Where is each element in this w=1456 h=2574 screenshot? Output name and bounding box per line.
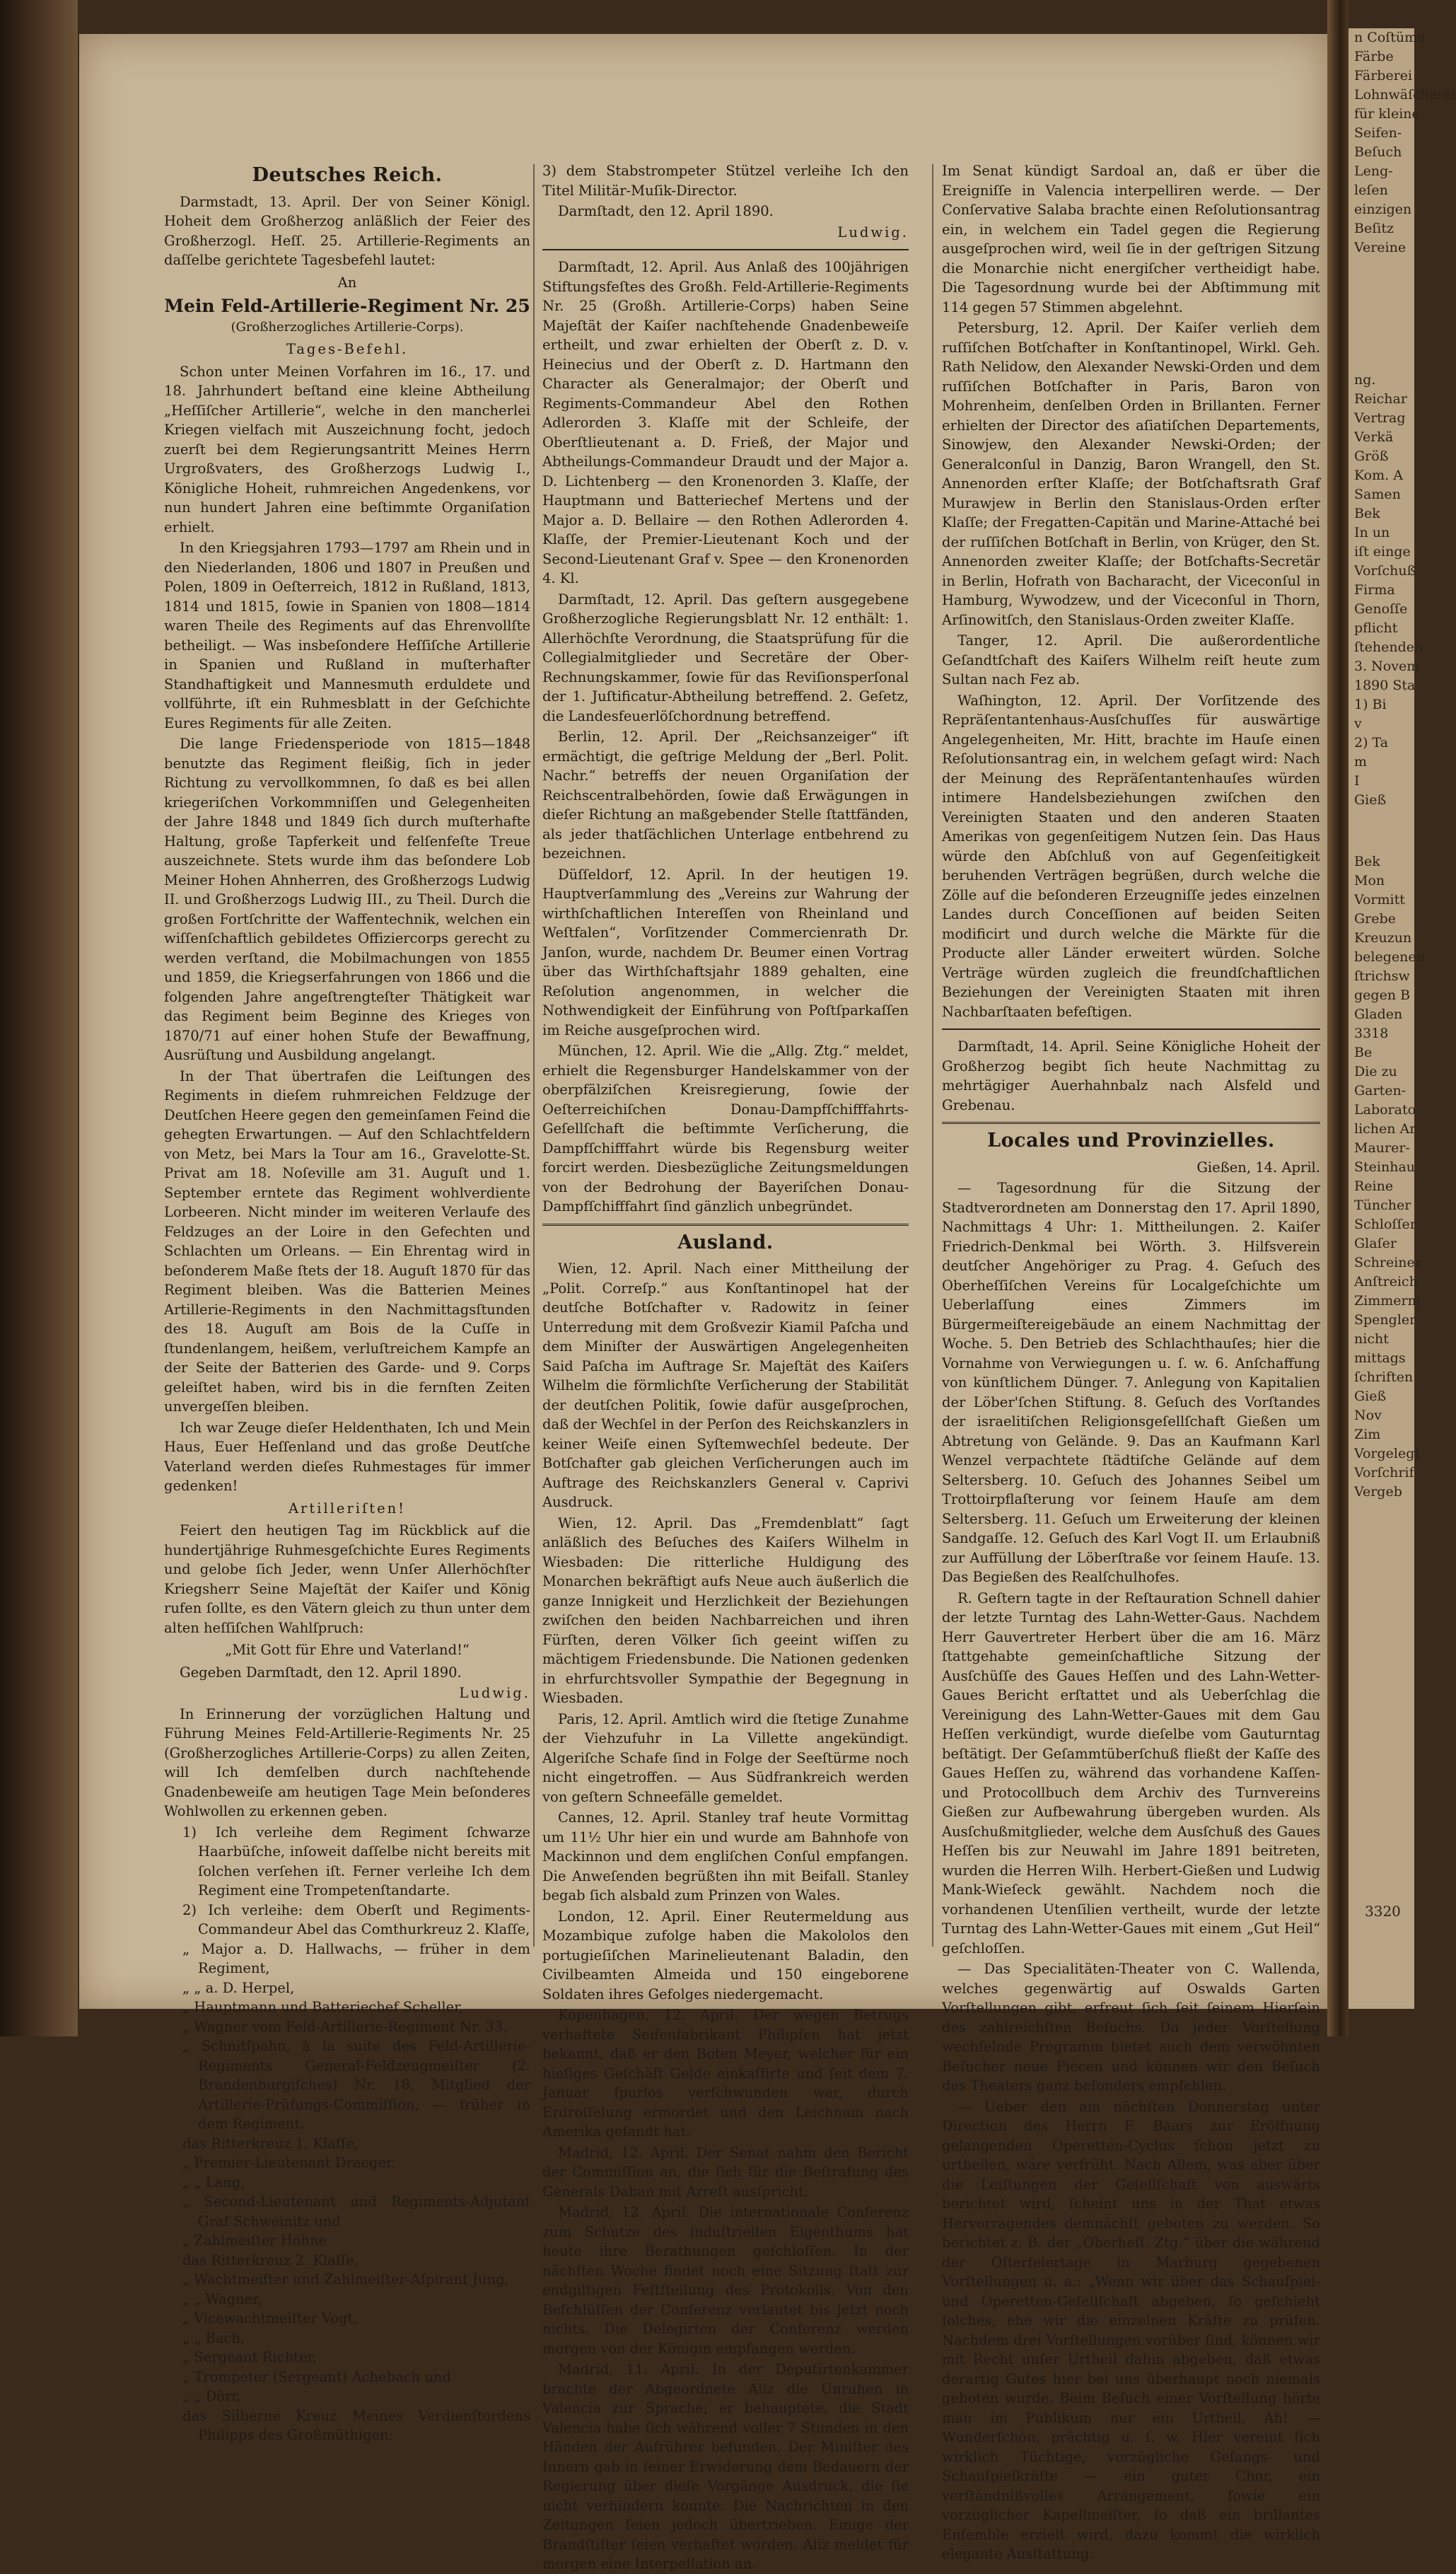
article-darmstadt: Darmſtadt, 12. April. Aus Anlaß des 100jährigen Stiftungsfeſtes des Großh. Feld-Artillerie-Regiments Nr. 25 (Großh. Artillerie-Corps) haben Seine Majeſtät der Kaiſer nachſtehende Gnadenbeweiſe ertheilt, und zwar erhielten der Oberſt z. D. v. Heinecius und der Oberſt z. D. Hartmann den Character als Generalmajor; der Oberſt und Regiments-Commandeur Abel den Rothen Adlerorden 3. Klaſſe mit der Schleife, der Oberſtlieutenant a. D. Frieß, der Major und Abtheilungs-Commandeur Draudt und der Major a. D. Lichtenberg — den Kronenorden 3. Klaſſe, der Hauptmann und Batteriechef Mertens und der Major a. D. Bellaire — den Rothen Adlerorden 4. Klaſſe, der Premier-Lieutenant Koch und der Second-Lieutenant Graf v. Spee — den Kronenorden 4. Kl. <box>542 259 909 586</box>
paragraph: In den Kriegsjahren 1793—1797 am Rhein und in den Niederlanden, 1806 und 1807 in Preußen und Polen, 1809 in Oeſterreich, 1812 in Rußland, 1813, 1814 und 1815, ſowie in Spanien von 1808—1814 waren Theile des Regiments auf das Ehrenvollſte betheiligt. — Was insbeſondere Heſſiſche Artillerie in Spanien und Rußland in muſterhafter Standhaftigkeit und Mannesmuth erduldete und vollführte, iſt ein Ruhmesblatt in der Geſchichte Eures Regiments für alle Zeiten. <box>164 540 530 731</box>
section-title-ausland: Ausland. <box>677 1231 774 1253</box>
column-middle <box>542 161 909 2572</box>
list-item: „ Trompeter (Sergeant) Achebach und <box>182 2368 451 2385</box>
adjacent-text-fragment: In un <box>1354 525 1390 540</box>
adjacent-text-fragment: Gieß <box>1354 792 1387 808</box>
adjacent-text-fragment: Vergeb <box>1354 1484 1402 1500</box>
adjacent-text-fragment: Anſtreich <box>1354 1274 1418 1289</box>
adjacent-text-fragment: Zim <box>1354 1427 1381 1442</box>
adjacent-text-fragment: Steinhau <box>1354 1159 1416 1175</box>
column-rule-1 <box>533 164 535 1947</box>
column-deutsches-reich <box>164 161 530 2443</box>
regiment-subtitle: (Großherzogliches Artillerie-Corps). <box>231 319 464 335</box>
divider <box>942 1122 1320 1124</box>
adjacent-text-fragment: Vorſchrif <box>1354 1465 1414 1480</box>
paragraph: Im Senat kündigt Sardoal an, daß er über die Ereigniſſe in Valencia interpelliren werde. — Der Conſervative Salaba brachte einen Reſolutionsantrag ein, in welchem ein Tadel gegen die Regierung ausgeſprochen wird, weil ſie in der geſtrigen Sitzung die Monarchie nicht energiſcher vertheidigt habe. Die Tagesordnung wurde bei der Abſtimmung mit 114 gegen 57 Stimmen abgelehnt. <box>942 163 1320 315</box>
adjacent-text-fragment: Gieß <box>1354 1389 1387 1404</box>
article-duesseldorf: Düſſeldorf, 12. April. In der heutigen 19. Hauptverſammlung des „Vereins zur Wahrung der wirthſchaftlichen Intereſſen von Rheinland und Weſtfalen“, Vorſitzender Commercienrath Dr. Janſon, wurde, nachdem Dr. Beumer einen Vortrag über das Wirthſchaftsjahr 1889 gehalten, eine Reſolution angenommen, in welcher die Nothwendigkeit der Einführung von Poſtſparkaſſen im Reiche ausgeſprochen wird. <box>542 866 909 1038</box>
article-darmstadt-regierungsblatt: Darmſtadt, 12. April. Das geſtern ausgegebene Großherzogliche Regierungsblatt Nr. 12 enthält: 1. Allerhöchſte Verordnung, die Staatsprüfung für die Collegialmitglieder und Secretäre der Ober-Rechnungskammer, ſowie für das Reviſionsperſonal der 1. Juſtificatur-Abtheilung betreffend. 2. Geſetz, die Landesfeuerlöſchordnung betreffend. <box>542 591 909 724</box>
article-tanger: Tanger, 12. April. Die außerordentliche Geſandtſchaft des Kaiſers Wilhelm reiſt heute zum Sultan nach Fez ab. <box>942 632 1320 688</box>
adjacent-text-fragment: Vormitt <box>1354 892 1405 908</box>
paragraph: 3) dem Stabstrompeter Stützel verleihe Ich den Titel Militär-Muſik-Director. <box>542 163 909 199</box>
list-item: „ „ a. D. Herpel, <box>182 1979 295 1996</box>
paragraph: In Erinnerung der vorzüglichen Haltung und Führung Meines Feld-Artillerie-Regiments Nr. 25 (Großherzogliches Artillerie-Corps) zu allen Zeiten, will Ich demſelben durch nachſtehende Gnadenbeweiſe am heutigen Tage Mein beſonderes Wohlwollen zu erkennen geben. <box>164 1705 530 1819</box>
list-item: „ Second-Lieutenant und Regiments-Adjutant Graf Schweinitz und <box>182 2193 530 2230</box>
list-item: „ „ Wagner, <box>182 2290 262 2307</box>
article-tagesordnung: — Tagesordnung für die Sitzung der Stadtverordneten am Donnerstag den 17. April 1890, Nachmittags 4 Uhr: 1. Mittheilungen. 2. Kaiſer Friedrich-Denkmal bei Wörth. 3. Hilfsverein deutſcher Angehöriger zu Prag. 4. Geſuch des Oberheſſiſchen Vereins für Localgeſchichte um Ueberlaſſung eines Zimmers im Bürgermeiſtereigebäude an einem Nachmittag der Woche. 5. Den Betrieb des Schlachthauſes; hier die Vornahme von Verwiegungen u. ſ. w. 6. Anſchaffung von künſtlichem Dünger. 7. Anlegung von Kapitalien der Löber'ſchen Stiftung. 8. Geſuch des Vorſtandes der israelitiſchen Religionsgeſellſchaft Gießen um Abtretung von Gelände. 9. Das an Kaufmann Karl Wenzel verpachtete ſtädtiſche Gelände auf dem Seltersberg. 10. Geſuch des Johannes Seibel um Trottoirpflaſterung vor ſeinem Hauſe am dem Seltersberg. 11. Geſuch um Erweiterung der kleinen Sandgaſſe. 12. Geſuch des Karl Vogt II. um Erlaubniß zur Auffüllung der Löberſtraße vor ſeinem Hauſe. 13. Das Begießen des Realſchulhofes. <box>942 1180 1320 1585</box>
divider <box>542 1224 909 1226</box>
tagesbefehl-heading: Tages-Befehl. <box>286 341 409 357</box>
adjacent-text-fragment: 1890 Sta <box>1354 678 1416 693</box>
adjacent-text-fragment: Beſuch <box>1354 144 1402 160</box>
adjacent-text-fragment: v <box>1354 716 1362 731</box>
column-rule-2 <box>932 164 933 1947</box>
signature: Ludwig. <box>837 224 909 240</box>
section-title-deutsches-reich: Deutsches Reich. <box>252 164 443 186</box>
adjacent-text-fragment: Garten- <box>1354 1083 1407 1098</box>
adjacent-text-fragment: Spengler <box>1354 1312 1416 1328</box>
adjacent-text-fragment: lichen Ar <box>1354 1121 1416 1137</box>
list-item: „ Zahlmeiſter Höhne <box>182 2232 327 2249</box>
list-item: „ Schnitſpahn, à la suite des Feld-Artillerie-Regiments General-Feldzeugmeiſter (2. Brandenburgiſches) Nr. 18, Mitglied der Artillerie-Prüfungs-Commiſſion, — früher in dem Regiment. <box>182 2038 530 2132</box>
adjacent-text-fragment: Laborato <box>1354 1102 1416 1118</box>
adjacent-fragments-top <box>1349 28 1456 257</box>
dateline-giessen: Gießen, 14. April. <box>1196 1159 1320 1176</box>
artilleristen-heading: Artilleriſten! <box>288 1500 407 1517</box>
adjacent-text-fragment: Vorſchuß <box>1354 563 1416 579</box>
adjacent-text-fragment: Schloſſer <box>1354 1217 1416 1232</box>
adjacent-text-fragment: Glaſer <box>1354 1236 1397 1251</box>
list-item: das Silberne Kreuz Meines Verdienſtordens Philipps des Großmüthigen; <box>182 2407 530 2443</box>
adjacent-text-fragment: Größ <box>1354 448 1389 464</box>
adjacent-text-fragment: Mon <box>1354 873 1385 888</box>
adjacent-text-fragment: Maurer- <box>1354 1140 1410 1156</box>
adjacent-text-fragment: ng. <box>1354 372 1376 388</box>
date-line: Darmſtadt, den 12. April 1890. <box>558 203 774 219</box>
list-item: das Ritterkreuz 1. Klaſſe, <box>182 2135 359 2152</box>
article-washington: Waſhington, 12. April. Der Vorſitzende des Repräſentantenhaus-Ausſchuſſes für auswärtige Angelegenheiten, Mr. Hitt, brachte im Hauſe einen Reſolutionsantrag ein, in welchem geſagt wird: Nach der Meinung des Repräſentantenhauſes würden intimere Handelsbeziehungen zwiſchen den Vereinigten Staaten und den anderen Staaten Amerikas von gegenſeitigem Nutzen ſein. Das Haus würde den Abſchluß von auf Gegenſeitigkeit beruhenden Verträgen begrüßen, durch welche die Zölle auf die beſonderen Erzeugniſſe jedes einzelnen Landes durch Conceſſionen auf beiden Seiten modificirt und durch welche die Märkte für die Producte aller Länder erweitert würden. Solche Verträge würden zugleich die freundſchaftlichen Beziehungen der Vereinigten Staaten mit ihren Nachbarſtaaten befeſtigen. <box>942 692 1320 1020</box>
list-item: „ Sergeant Richter, <box>182 2349 317 2365</box>
adjacent-text-fragment: Firma <box>1354 582 1395 598</box>
list-item: 2) Ich verleihe: dem Oberſt und Regiments-Commandeur Abel das Comthurkreuz 2. Klaſſe, <box>182 1901 530 1937</box>
adjacent-text-fragment: Reine <box>1354 1178 1394 1194</box>
motto: „Mit Gott für Ehre und Vaterland!“ <box>225 1642 470 1658</box>
adjacent-text-fragment: Vertrag <box>1354 410 1406 426</box>
article-darmstadt-grossherzog: Darmſtadt, 14. April. Seine Königliche Hoheit der Großherzog begibt ſich heute Nachmittag zu mehrtägiger Auerhahnbalz nach Alsfeld und Grebenau. <box>942 1038 1320 1113</box>
article-operetten: — Ueber den am nächſten Donnerstag unter Direction des Herrn F. Baars zur Eröffnung gelangenden Operetten-Cyclus ſchon jetzt zu urtheilen, wäre verfrüht. Nach Allem, was aber über die Leiſtungen der Geſellſchaft von auswärts berichtet wird, ſcheint uns in der That etwas Hervorragendes demnächſt geboten zu werden. So berichtet z. B. der „Oberheſſ. Ztg.“ über die während der Oſterfeiertage in Marburg gegebenen Vorſtellungen u. a.: „Wenn wir über das Schauſpiel- und Operetten-Geſellſchaft abgeben, ſo geſchieht ſolches, ehe wir die einzelnen Kräfte zu prüfen. Nachdem drei Vorſtellungen vorüber ſind, können wir mit Recht unſer Urtheil dahin abgeben, daß etwas derartig Gutes hier bei uns überhaupt noch niemals geboten wurde. Beim Beſuch einer Vorſtellung hörte man im Publikum nur ein Urtheil, Ah! — Wunderſchön, prächtig u. ſ. w. Hier vereint ſich wirklich Tüchtige, vorzügliche Geſangs- und Schauſpielkräfte — ein guter Chor, ein verſtändnißvolles Arrangement, ſowie ein vorzüglicher Kapellmeiſter, ſo daß ein brillantes Enſemble erzielt wird, dazu kommt die wirklich elegante Ausſtattung. <box>942 2098 1320 2562</box>
list-item: das Ritterkreuz 2. Klaſſe, <box>182 2251 359 2268</box>
article-paris: Paris, 12. April. Amtlich wird die ſtetige Zunahme der Viehzufuhr in La Villette angekündigt. Algeriſche Schafe ſind in Folge der Seeſtürme noch nicht eingetroffen. — Aus Südfrankreich werden von geſtern Schneefälle gemeldet. <box>542 1710 909 1805</box>
section-title-locales: Locales und Provinzielles. <box>987 1130 1275 1152</box>
adjacent-text-fragment: Samen <box>1354 487 1401 502</box>
adjacent-text-fragment: ſchriften <box>1354 1369 1414 1385</box>
adjacent-text-fragment: Leng- <box>1354 163 1393 179</box>
adjacent-text-fragment: nicht <box>1354 1331 1389 1347</box>
adjacent-text-fragment: Schreiner <box>1354 1255 1421 1270</box>
adjacent-text-fragment: Be <box>1354 1045 1373 1060</box>
adjacent-text-fragment: Seifen- <box>1354 125 1402 141</box>
signature: Ludwig. <box>459 1685 530 1701</box>
adjacent-text-fragment: 1) Bi <box>1354 697 1387 712</box>
adjacent-text-fragment: Färbe <box>1354 49 1394 64</box>
honours-list <box>164 1823 530 2445</box>
adjacent-text-fragment: Grebe <box>1354 911 1396 927</box>
adjacent-text-fragment: einzigen <box>1354 202 1412 217</box>
list-item: „ Wachtmeiſter und Zahlmeiſter-Aſpirant Jung, <box>182 2271 509 2288</box>
list-item: „ Hauptmann und Batteriechef Scheller, <box>182 1999 464 2015</box>
paragraph: Die lange Friedensperiode von 1815—1848 benutzte das Regiment fleißig, ſich in jeder Richtung zu vervollkommnen, ſo daß es bei allen kriegeriſchen Vorkommniſſen und Gelegenheiten der Jahre 1848 und 1849 ſich durch muſterhafte Haltung, große Tapferkeit und felſenfeſte Treue auszeichnete. Stets wurde ihm das beſondere Lob Meiner Hohen Ahnherren, des Großherzogs Ludwig II. und Großherzogs Ludwig III., zu Theil. Durch die großen Fortſchritte der Waffentechnik, welchen ein wiſſenſchaftlich gebildetes Offiziercorps gerecht zu werden verſtand, die Mobilmachungen von 1855 und 1859, die Kriegserfahrungen von 1866 und die folgenden Jahre angeſtrengteſter Thätigkeit war das Regiment beim Beginne des Krieges von 1870/71 auf einer hohen Stufe der Bewaffnung, Ausrüſtung und Ausbildung angelangt. <box>164 736 530 1063</box>
article-berlin: Berlin, 12. April. Der „Reichsanzeiger“ iſt ermächtigt, die geſtrige Meldung der „Berl. Polit. Nachr.“ betreffs der neuen Organiſation der Reichscentralbehörden, ſowie daß Erwägungen in dieſer Richtung an maßgebender Stelle ſtattfänden, als jeder thatſächlichen Unterlage entbehrend zu bezeichnen. <box>542 729 909 862</box>
adjacent-text-fragment: Genoſſe <box>1354 601 1408 617</box>
adjacent-text-fragment: 3. Novem <box>1354 659 1420 674</box>
address-an: An <box>337 274 357 291</box>
adjacent-text-fragment: pflicht <box>1354 620 1398 636</box>
column-right <box>942 161 1320 2562</box>
adjacent-page-edge <box>1349 28 1456 2009</box>
adjacent-text-fragment: mittags <box>1354 1350 1406 1366</box>
list-item: „ „ Dörr, <box>182 2388 241 2404</box>
date-line: Gegeben Darmſtadt, den 12. April 1890. <box>180 1664 462 1681</box>
adjacent-text-fragment: Tüncher <box>1354 1198 1411 1213</box>
adjacent-text-fragment: Zimmerm <box>1354 1293 1421 1309</box>
article-muenchen: München, 12. April. Wie die „Allg. Ztg.“ meldet, erhielt die Regensburger Handelskammer von der oberpfälziſchen Kreisregierung, ſowie der Oeſterreichiſchen Donau-Dampfſchifffahrts-Geſellſchaft die beſtimmte Verſicherung, die Dampfſchifffahrt würde bis Regensburg weiter forcirt werden. Diesbezügliche Zeitungsmeldungen von der Bedrohung der Bayeriſchen Donau-Dampfſchifffahrt ſind gänzlich unbegründet. <box>542 1043 909 1214</box>
article-intro: Darmstadt, 13. April. Der von Seiner Königl. Hoheit dem Großherzog anläßlich der Feier des Großherzogl. Heſſ. 25. Artillerie-Regiments an daſſelbe gerichtete Tagesbefehl lautet: <box>164 193 530 268</box>
adjacent-fragments-lower <box>1349 852 1425 1502</box>
adjacent-text-fragment: ſtrichsw <box>1354 968 1410 984</box>
adjacent-text-fragment: Lohnwäſcherei <box>1354 87 1456 103</box>
list-item: „ „ Lang, <box>182 2174 245 2191</box>
article-wien-2: Wien, 12. April. Das „Fremdenblatt“ ſagt anläßlich des Beſuches des Kaiſers Wilhelm in Wiesbaden: Die ritterliche Huldigung des Monarchen bekräftigt aufs Neue auch äußerlich die ganze Innigkeit und Herzlichkeit der Beziehungen zwiſchen den beiden Nachbarreichen und ihren Fürſten, deren Völker ſich geeint wiſſen zu mächtigem Friedensbunde. Die Nationen gedenken in ehrfurchtsvoller Sympathie der Begegnung in Wiesbaden. <box>542 1514 909 1706</box>
article-theater: — Das Specialitäten-Theater von C. Wallenda, welches gegenwärtig auf Oswalds Garten Vorſtellungen gibt, erfreut ſich ſeit ſeinem Hierſein des zahlreichſten Beſuchs. Da jeder Vorſtellung wechſelnde Programm bietet auch dem verwöhnten Beſucher neue Piècen und können wir den Beſuch des Theaters ganz beſonders empfehlen. <box>942 1961 1320 2094</box>
article-turntag: R. Geſtern tagte in der Reſtauration Schnell dahier der letzte Turntag des Lahn-Wetter-Gaus. Nachdem Herr Gauvertreter Herbert über die am 16. März ſtattgehabte gemeinſchaftliche Sitzung der Ausſchüſſe des Gaues Heſſen und des Lahn-Wetter-Gaues Bericht erſtattet und als Ueberſchlag die Vereinigung des Lahn-Wetter-Gaues mit dem Gau Heſſen verkündigt, wurde dieſelbe vom Gauturntag beſtätigt. Der Geſammtüberſchuß fließt der Kaſſe des Gaues Heſſen zu, während das vorhandene Kaſſen- und Protocollbuch dem Archiv des Turnvereins Gießen zur Aufbewahrung übergeben wurden. Als Ausſchußmitglieder, welche dem Ausſchuß des Gaues Heſſen bis zur Neuwahl im Jahre 1891 beitreten, wurden die Herren Wilh. Herbert-Gießen und Ludwig Mank-Wieſeck gewählt. Nachdem noch die vorhandenen Utenſilien vertheilt, wurde der letzte Turntag des Lahn-Wetter-Gaues mit einem „Gut Heil“ geſchloſſen. <box>942 1589 1320 1956</box>
page-number: 3320 <box>1365 1903 1401 1920</box>
article-madrid-3: Madrid, 11. April. In der Deputirtenkammer brachte der Abgeordnete Aliz die Unruhen in Valencia zur Sprache; er behauptete, die Stadt Valencia habe ſich während voller 7 Stunden in den Händen der Aufrührer befunden. Der Miniſter des Innern gab in ſeiner Erwiderung dem Bedauern der Regierung über dieſe Vorgänge Ausdruck, die ſie nicht verhindern konnte. Die Nachrichten in den Zeitungen ſeien jedoch übertrieben. Einige der Brandſtifter ſeien verhaftet worden. Aliz meldet für morgen eine Interpellation an. <box>542 2361 909 2572</box>
divider <box>942 1028 1320 1030</box>
paragraph: In der That übertrafen die Leiſtungen des Regiments in dieſem ruhmreichen Feldzuge der Deutſchen Heere gegen den gemeinſamen Feind die gehegten Erwartungen. — Auf den Schlachtfeldern von Metz, bei Mars la Tour am 16., Gravelotte-St. Privat am 18. Noſeville am 31. Auguſt und 1. September erntete das Regiment wohlverdiente Lorbeeren. Nicht minder im weiteren Verlaufe des Feldzuges an der Loire in den Gefechten und Schlachten um Orleans. — Ein Ehrentag wird in beſonderem Maße ſtets der 18. Auguſt 1870 für das Regiment bleiben. Was die Batterien Meines Artillerie-Regiments in den Nachmittagsſtunden des 18. Auguſt am Bois de la Cuſſe in ſtundenlangem, heißem, verluſtreichem Kampfe an der Seite der Batterien des Garde- und 9. Corps geleiſtet haben, wird bis in die fernſten Zeiten unvergeſſen bleiben. <box>164 1067 530 1415</box>
adjacent-text-fragment: Kom. A <box>1354 468 1403 483</box>
list-item: „ Wagner vom Feld-Artillerie-Regiment Nr. 33, <box>182 2018 508 2035</box>
list-item: 1) Ich verleihe dem Regiment ſchwarze Haarbüſche, inſoweit daſſelbe nicht bereits mit ſolchen verſehen iſt. Ferner verleihe Ich dem Regiment eine Trompetenſtandarte. <box>182 1824 530 1898</box>
adjacent-text-fragment: leſen <box>1354 182 1388 198</box>
adjacent-text-fragment: gegen B <box>1354 987 1411 1003</box>
adjacent-text-fragment: Nov <box>1354 1408 1382 1423</box>
adjacent-text-fragment: belegenen <box>1354 949 1425 965</box>
article-madrid: Madrid, 12. April. Der Senat nahm den Bericht der Commiſſion an, die ſich für die Beſtrafung des Generals Daban mit Arreſt ausſpricht. <box>542 2144 909 2200</box>
article-kopenhagen: Kopenhagen, 12. April. Der wegen Betrugs verhaftete Seifenfabrikant Philipſen hat jetzt bekannt, daß er den Boten Meyer, welcher für ein hieſiges Geſchäft Gelde einkaſſirte und ſeit dem 7. Januar ſpurlos verſchwunden war, durch Erdroſſelung ermordet und den Leichnam nach Amerika geſandt hat. <box>542 2007 909 2140</box>
adjacent-text-fragment: Beſitz <box>1354 221 1394 236</box>
paragraph: Feiert den heutigen Tag im Rückblick auf die hundertjährige Ruhmesgeſchichte Eures Regiments und gelobe ſich Jeder, wenn Unſer Allerhöchſter Kriegsherr Seine Majeſtät der Kaiſer und König rufen ſollte, es den Vätern gleich zu thun unter dem alten heſſiſchen Wahlſpruch: <box>164 1522 530 1636</box>
adjacent-text-fragment: Kreuzun <box>1354 930 1412 946</box>
adjacent-text-fragment: Verkä <box>1354 429 1394 445</box>
adjacent-text-fragment: m <box>1354 754 1368 770</box>
paragraph: Schon unter Meinen Vorfahren im 16., 17. und 18. Jahrhundert beſtand eine kleine Abtheilung „Heſſiſcher Artillerie“, welche in den mancherlei Kriegen vielfach mit Auszeichnung focht, jedoch zuerſt bei dem Regierungsantritt Meines Herrn Urgroßvaters, des Großherzogs Ludwig I., Königliche Hoheit, ruhmreichen Angedenkens, vor nun hundert Jahren eine beſtimmte Organiſation erhielt. <box>164 363 530 535</box>
adjacent-text-fragment: Gladen <box>1354 1007 1403 1022</box>
list-item: „ Vicewachtmeiſter Vogt, <box>182 2310 358 2326</box>
adjacent-text-fragment: Bek <box>1354 506 1380 521</box>
list-item: „ Premier-Lieutenant Draeger, <box>182 2155 396 2171</box>
article-madrid-2: Madrid, 12. April. Die internationale Conferenz zum Schutze des induſtriellen Eigenthums hat heute ihre Berathungen geſchloſſen. In der nächſten Woche findet noch eine Sitzung ſtatt zur endgiltigen Feſtſtellung des Protokolls. Von den Beſchlüſſen der Conferenz verlautet bis jetzt noch nichts. Die Delegirten der Conferenz werden morgen von der Königin empfangen werden. <box>542 2204 909 2357</box>
paragraph: Ich war Zeuge dieſer Heldenthaten, Ich und Mein Haus, Euer Heſſenland und das große Deutſche Vaterland werden dieſes Ruhmestages für immer gedenken! <box>164 1419 530 1494</box>
article-petersburg: Petersburg, 12. April. Der Kaiſer verlieh dem ruſſiſchen Botſchafter in Konſtantinopel, Wirkl. Geh. Rath Nelidow, den Alexander Newski-Orden und dem ruſſiſchen Botſchafter in Paris, Baron von Mohrenheim, denſelben Orden in Brillanten. Ferner erhielten der Director des aſiatiſchen Departements, Sinowjew, den Alexander Newski-Orden; der Generalconſul in Danzig, Baron Wrangell, den St. Annenorden erſter Klaſſe; der Botſchaftsrath Graf Murawjew in Berlin den Stanislaus-Orden erſter Klaſſe; der Fregatten-Capitän und Marine-Attaché bei der ruſſiſchen Botſchaft in Berlin, von Krüger, den St. Annenorden zweiter Klaſſe; der Botſchafts-Secretär in Berlin, Hofrath von Bacharacht, der Viceconſul in Hamburg, Wywodzew, und der Viceconſul in Thorn, Arſinowitſch, den Stanislaus-Orden zweiter Klaſſe. <box>942 320 1320 628</box>
article-cannes: Cannes, 12. April. Stanley traf heute Vormittag um 11½ Uhr hier ein und wurde am Bahnhofe von Mackinnon und dem engliſchen Conſul empfangen. Die Anweſenden begrüßten ihn mit Beifall. Stanley begab ſich alsbald zum Prinzen von Wales. <box>542 1809 909 1903</box>
article-wien: Wien, 12. April. Nach einer Mittheilung der „Polit. Correſp.“ aus Konſtantinopel hat der deutſche Botſchafter v. Radowitz in ſeiner Unterredung mit dem Großvezir Kiamil Paſcha und dem Miniſter der Auswärtigen Angelegenheiten Said Paſcha im Auftrage Sr. Majeſtät des Kaiſers Wilhelm die förmlichſte Verſicherung der Stabilität der deutſchen Politik, ſowie dafür ausgeſprochen, daß der Wechſel in der Perſon des Reichskanzlers in keiner Weiſe einen Syſtemwechſel bedeute. Der Botſchafter gab gleichen Verſicherungen auch im Auftrage des Reichskanzlers General v. Caprivi Ausdruck. <box>542 1260 909 1510</box>
book-gutter <box>1327 0 1349 2036</box>
adjacent-text-fragment: Färberei <box>1354 68 1413 83</box>
book-binding-left <box>0 0 78 2036</box>
divider <box>542 249 909 250</box>
list-item: „ „ Bach, <box>182 2329 245 2346</box>
adjacent-text-fragment: iſt einge <box>1354 544 1411 560</box>
adjacent-text-fragment: 3318 <box>1354 1026 1389 1041</box>
adjacent-fragments-middle <box>1349 371 1423 810</box>
adjacent-text-fragment: für kleine <box>1354 106 1420 122</box>
adjacent-text-fragment: Die zu <box>1354 1064 1397 1079</box>
adjacent-text-fragment: I <box>1354 773 1360 789</box>
adjacent-text-fragment: 2) Ta <box>1354 735 1389 750</box>
adjacent-text-fragment: Reichar <box>1354 391 1407 407</box>
article-london: London, 12. April. Einer Reutermeldung aus Mozambique zufolge haben die Makololos den portugieſiſchen Marinelieutenant Baladin, den Civilbeamten Almeida und 150 eingeborene Soldaten ihres Gefolges niedergemacht. <box>542 1908 909 2002</box>
list-item: „ Major a. D. Hallwachs, — früher in dem Regiment, <box>182 1940 530 1976</box>
adjacent-text-fragment: Bek <box>1354 854 1380 869</box>
adjacent-text-fragment: Vereine <box>1354 240 1407 255</box>
adjacent-text-fragment: Vorgelegt <box>1354 1446 1421 1461</box>
regiment-title: Mein Feld-Artillerie-Regiment Nr. 25 <box>164 296 530 316</box>
adjacent-text-fragment: ſtehenden <box>1354 639 1423 655</box>
adjacent-text-fragment: n Coſtüme <box>1354 30 1426 45</box>
